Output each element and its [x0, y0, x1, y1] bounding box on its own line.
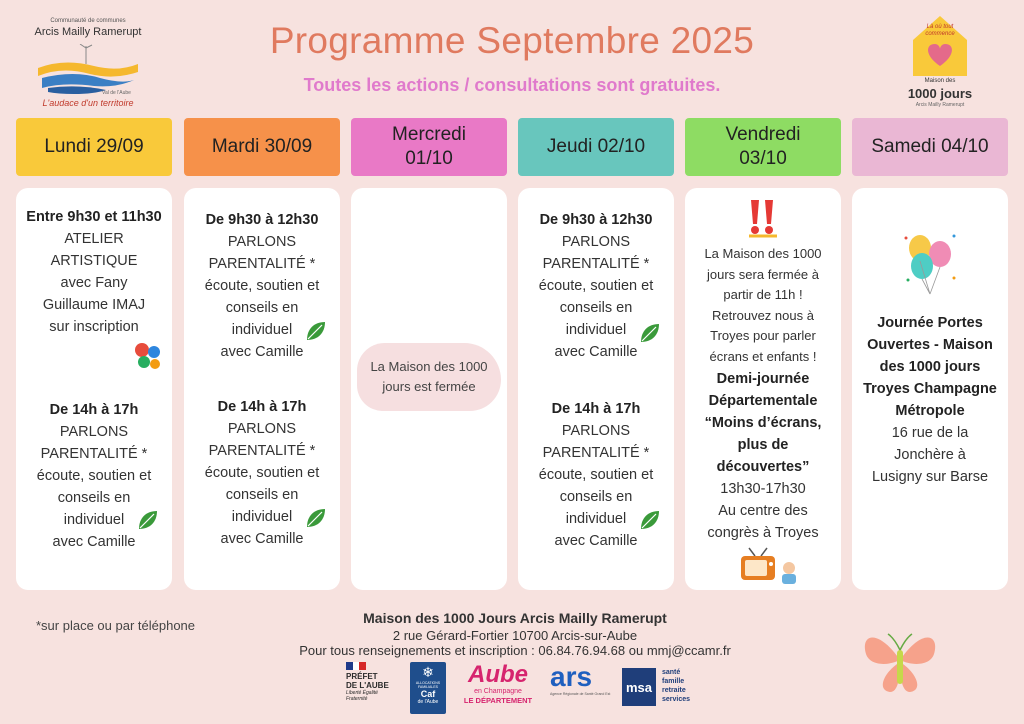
day-card-thursday [518, 188, 674, 590]
detail-line: congrès à Troyes [707, 525, 819, 541]
day-card-monday [16, 188, 172, 590]
activity-line: conseils en [225, 300, 299, 316]
activity-line: conseils en [225, 487, 299, 503]
event-line: Troyes Champagne [863, 381, 997, 397]
caf-logo [410, 662, 446, 714]
activity-line: avec Fany [60, 275, 128, 291]
day-card-friday [685, 188, 841, 590]
activity-time: De 9h30 à 12h30 [539, 212, 653, 228]
activity-time: De 14h à 17h [217, 399, 307, 415]
activity-line: écoute, soutien et [538, 467, 654, 483]
activity-line: écoute, soutien et [204, 278, 320, 294]
activity-line: Guillaume IMAJ [42, 297, 146, 313]
activity-line: conseils en [559, 300, 633, 316]
closed-notice: La Maison des 1000 jours est fermée [357, 343, 501, 411]
organisation-name: Arcis Mailly Ramerupt [34, 26, 142, 38]
organisation-type: Communauté de communes [50, 18, 126, 24]
caf-line2: Caf [420, 689, 436, 699]
msa-line: famille [662, 678, 685, 685]
activity-line: avec Camille [554, 533, 638, 549]
activity-line: avec Camille [220, 344, 304, 360]
activity-line: écoute, soutien et [36, 468, 152, 484]
activity-time: De 14h à 17h [49, 402, 139, 418]
aube-name: Aube [468, 661, 528, 688]
msa-line: services [662, 696, 691, 703]
aube-sub: en Champagne [474, 688, 522, 695]
organisation-tagline: L'audace d'un territoire [42, 98, 134, 108]
activity-line: individuel [231, 322, 293, 338]
exclamation-icon [743, 198, 783, 240]
msa-tagline [662, 668, 690, 720]
logo-subtext: Arcis Mailly Ramerupt [915, 102, 965, 108]
day-header-wednesday: Mercredi 01/10 [351, 118, 507, 176]
msa-line: retraite [662, 687, 686, 694]
day-header-friday: Vendredi 03/10 [685, 118, 841, 176]
caf-line1: ALLOCATIONS FAMILIALES [415, 681, 441, 689]
activity-line: avec Camille [554, 344, 638, 360]
info-line: partir de 11h ! [723, 287, 803, 302]
logo-big-text: 1000 jours [907, 86, 973, 101]
day-header-saturday: Samedi 04/10 [852, 118, 1008, 176]
aube-logo [456, 662, 540, 714]
info-line: Troyes pour parler [710, 328, 816, 343]
info-line: jours sera fermée à [707, 266, 819, 282]
msa-logo: msa [622, 668, 656, 706]
event-line: Demi-journée [716, 371, 810, 387]
activity-line: conseils en [57, 490, 131, 506]
friday-info [685, 244, 841, 367]
detail-line: 13h30-17h30 [720, 481, 806, 497]
activity-line: avec Camille [220, 531, 304, 547]
activity-line: PARLONS [561, 423, 631, 439]
ars-logo [550, 662, 612, 714]
activity-line: écoute, soutien et [204, 465, 320, 481]
activity-line: ATELIER [64, 231, 124, 247]
event-line: découvertes” [716, 459, 810, 475]
footer-contact: Pour tous renseignements et inscription : 06.84.76.94.68 ou mmj@ccamr.fr [299, 643, 731, 658]
activity-line: avec Camille [52, 534, 136, 550]
friday-details [685, 478, 841, 544]
event-line: “Moins d’écrans, [704, 415, 822, 431]
event-line: Départementale [708, 393, 818, 409]
day-header-thursday: Jeudi 02/10 [518, 118, 674, 176]
prefet-line1: PRÉFET [346, 672, 378, 681]
logo-name: Maison des [924, 78, 956, 84]
event-line: plus de [737, 437, 789, 453]
leaf-icon [304, 319, 328, 343]
msa-line: santé [662, 669, 681, 676]
prefet-logo [346, 662, 402, 714]
activity-line: écoute, soutien et [538, 278, 654, 294]
page-title: Programme Septembre 2025 [269, 20, 755, 61]
activity-line: PARENTALITÉ * [542, 445, 650, 461]
event-line: Ouvertes - Maison [867, 337, 993, 353]
event-line: Métropole [895, 403, 965, 419]
activity-line: PARENTALITÉ * [40, 446, 148, 462]
prefet-line2: DE L'AUBE [346, 681, 389, 690]
activity-block-morning [16, 206, 172, 338]
caf-line3: de l'Aube [417, 699, 439, 705]
saturday-event [852, 312, 1008, 488]
footer-address: 2 rue Gérard-Fortier 10700 Arcis-sur-Aube [392, 628, 638, 643]
info-line: Retrouvez nous à [712, 307, 814, 323]
organisation-region: Val de l'Aube [102, 90, 131, 96]
activity-line: sur inscription [49, 319, 139, 335]
activity-time: Entre 9h30 et 11h30 [26, 209, 162, 225]
address-line: 16 rue de la [891, 425, 969, 441]
prefet-motto: Liberté Égalité Fraternité [346, 690, 378, 702]
activity-line: individuel [231, 509, 293, 525]
footnote: *sur place ou par téléphone [36, 618, 196, 633]
activity-line: ARTISTIQUE [50, 253, 138, 269]
activity-line: individuel [565, 322, 627, 338]
friday-event [685, 368, 841, 478]
activity-line: conseils en [559, 489, 633, 505]
footer-title: Maison des 1000 Jours Arcis Mailly Ramerupt [363, 610, 667, 626]
activity-line: PARLONS [227, 234, 297, 250]
maison-1000-jours-logo [905, 10, 975, 110]
leaf-icon [136, 508, 160, 532]
activity-line: PARENTALITÉ * [542, 256, 650, 272]
activity-line: PARLONS [561, 234, 631, 250]
snowflake-icon: ❄ [422, 664, 434, 680]
activity-line: PARLONS [59, 424, 129, 440]
leaf-icon [638, 508, 662, 532]
detail-line: Au centre des [718, 503, 808, 519]
day-card-wednesday [351, 188, 507, 590]
day-header-tuesday: Mardi 30/09 [184, 118, 340, 176]
balloons-icon [900, 230, 960, 296]
event-line: des 1000 jours [879, 359, 981, 375]
address-line: Jonchère à [894, 447, 966, 463]
day-card-saturday [852, 188, 1008, 590]
ars-sub: Agence Régionale de Santé Grand Est [550, 692, 611, 696]
leaf-icon [638, 321, 662, 345]
logo-slogan: Là où tout commence [925, 24, 955, 37]
info-line: écrans et enfants ! [709, 348, 817, 364]
page-subtitle: Toutes les actions / consultations sont gratuites. [303, 75, 721, 95]
address-line: Lusigny sur Barse [871, 469, 989, 485]
organisation-logo [28, 18, 148, 108]
activity-line: PARENTALITÉ * [208, 443, 316, 459]
activity-line: individuel [63, 512, 125, 528]
event-line: Journée Portes [877, 315, 983, 331]
butterfly-icon [858, 620, 942, 700]
tv-child-icon [737, 544, 803, 586]
ars-name: ars [550, 661, 593, 692]
info-line: La Maison des 1000 [704, 246, 822, 261]
leaf-icon [304, 506, 328, 530]
activity-time: De 14h à 17h [551, 401, 641, 417]
activity-line: individuel [565, 511, 627, 527]
day-header-monday: Lundi 29/09 [16, 118, 172, 176]
day-card-tuesday [184, 188, 340, 590]
painted-hands-icon [130, 338, 166, 374]
aube-department: LE DÉPARTEMENT [463, 696, 533, 705]
activity-line: PARENTALITÉ * [208, 256, 316, 272]
activity-time: De 9h30 à 12h30 [205, 212, 319, 228]
activity-line: PARLONS [227, 421, 297, 437]
